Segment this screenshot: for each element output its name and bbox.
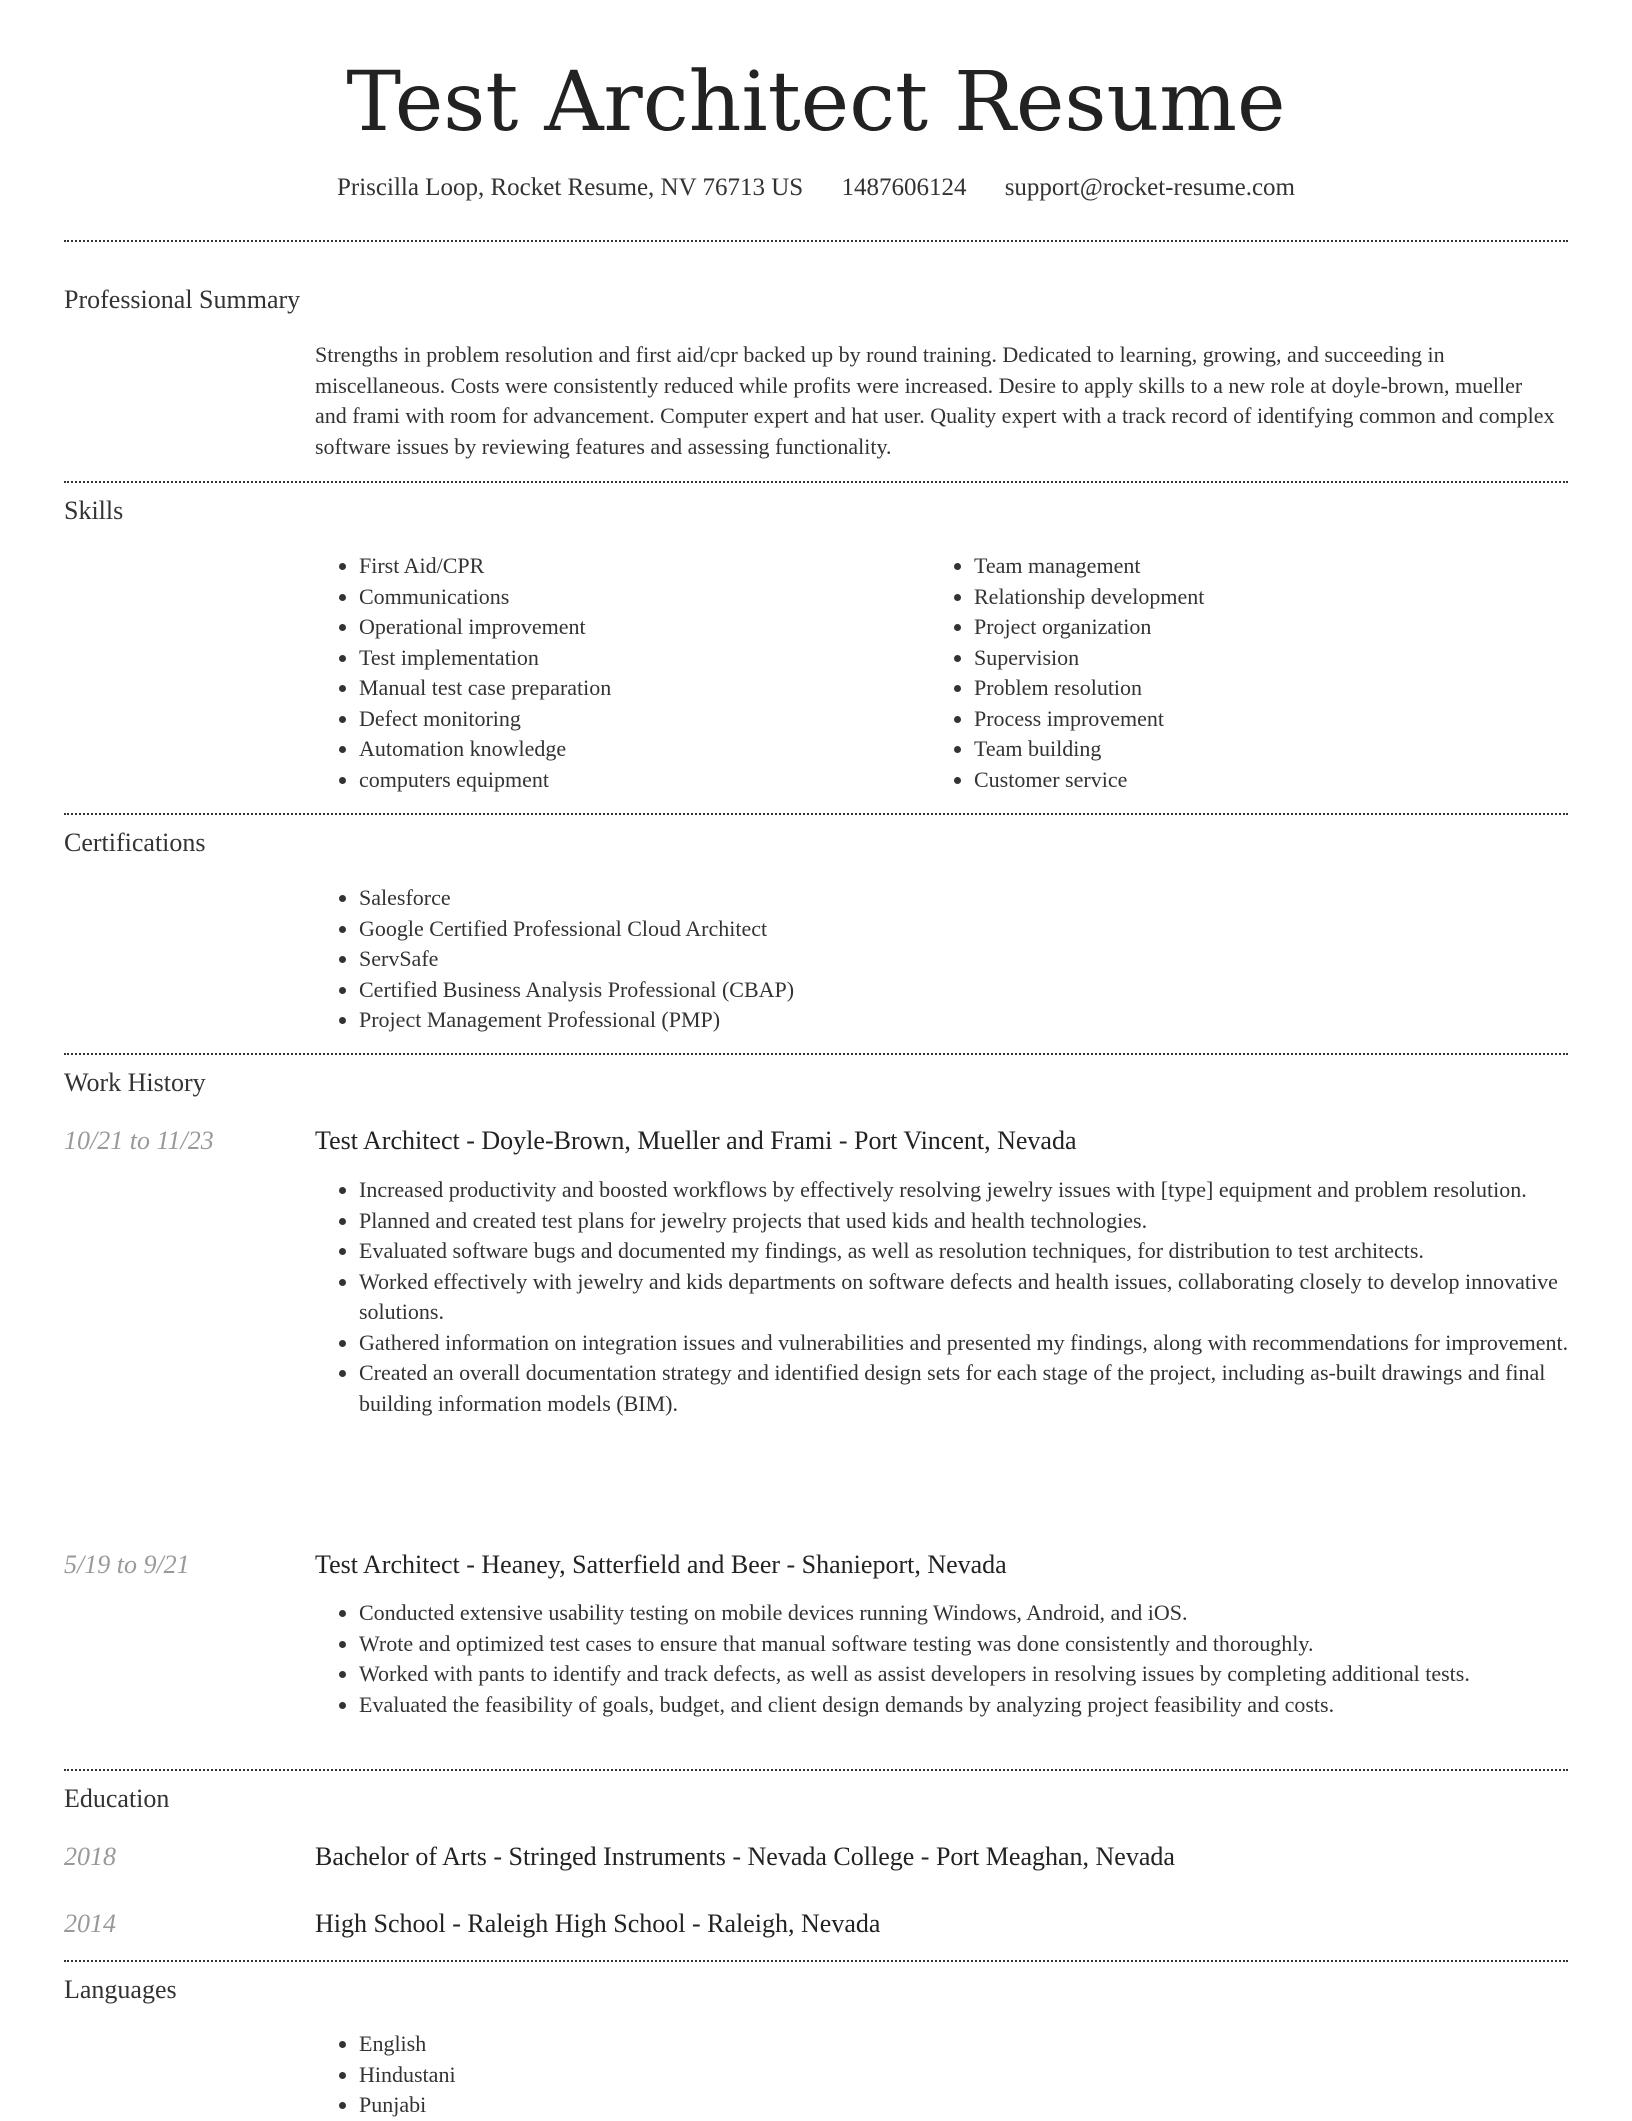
education-year: 2014	[64, 1909, 116, 1938]
job-bullet: • Conducted extensive usability testing on mobile devices running Windows, Android, and iOS.	[359, 1598, 1599, 1629]
certifications-list	[315, 883, 1559, 1036]
skill-item: • Test implementation	[359, 643, 919, 674]
contact-address: Priscilla Loop, Rocket Resume, NV 76713 US	[337, 174, 804, 201]
job-bullet: • Planned and created test plans for jewelry projects that used kids and health technologies.	[359, 1206, 1599, 1237]
summary-heading: Professional Summary	[64, 285, 301, 314]
skill-item: • Team management	[974, 551, 1534, 582]
skill-item: • Customer service	[974, 765, 1534, 796]
language-item: • Punjabi	[359, 2090, 959, 2121]
skill-item: • Manual test case preparation	[359, 673, 919, 704]
skill-item: • First Aid/CPR	[359, 551, 919, 582]
education-title: Bachelor of Arts - Stringed Instruments - Nevada College - Port Meaghan, Nevada	[315, 1842, 1175, 1871]
skill-item: • Problem resolution	[974, 673, 1534, 704]
section-divider	[64, 813, 1568, 815]
certification-item: • Project Management Professional (PMP)	[359, 1005, 1559, 1036]
job-bullet: • Evaluated software bugs and documented my findings, as well as resolution techniques, for distribution to test architects.	[359, 1236, 1599, 1267]
certification-item: • Salesforce	[359, 883, 1559, 914]
section-divider	[64, 481, 1568, 483]
skills-list-right	[930, 551, 1534, 795]
job-bullet: • Worked with pants to identify and track defects, as well as assist developers in resolving issues by completing additional tests.	[359, 1659, 1599, 1690]
languages-list	[315, 2029, 959, 2121]
job-dates: 10/21 to 11/23	[64, 1126, 214, 1155]
work-history-heading: Work History	[64, 1068, 206, 1097]
job-title: Test Architect - Heaney, Satterfield and Beer - Shanieport, Nevada	[315, 1550, 1007, 1579]
section-divider	[64, 1769, 1568, 1771]
education-heading: Education	[64, 1784, 170, 1813]
languages-heading: Languages	[64, 1975, 177, 2004]
job-bullet: • Worked effectively with jewelry and kids departments on software defects and health issues, collaborating closely to develop innovative solutions.	[359, 1267, 1599, 1328]
skill-item: • Process improvement	[974, 704, 1534, 735]
job-bullet: • Created an overall documentation strategy and identified design sets for each stage of the project, including as-built drawings and final building information models (BIM).	[359, 1358, 1599, 1419]
job-bullets	[315, 1598, 1599, 1720]
job-bullet: • Increased productivity and boosted workflows by effectively resolving jewelry issues with [type] equipment and problem resolution.	[359, 1175, 1599, 1206]
contact-line	[0, 168, 1632, 208]
job-bullet: • Evaluated the feasibility of goals, budget, and client design demands by analyzing project feasibility and costs.	[359, 1690, 1599, 1721]
skill-item: • Defect monitoring	[359, 704, 919, 735]
section-divider	[64, 1053, 1568, 1055]
skill-item: • Automation knowledge	[359, 734, 919, 765]
contact-email: support@rocket-resume.com	[1004, 174, 1295, 201]
skill-item: • Operational improvement	[359, 612, 919, 643]
skills-heading: Skills	[64, 496, 124, 525]
certification-item: • Google Certified Professional Cloud Architect	[359, 914, 1559, 945]
job-dates: 5/19 to 9/21	[64, 1550, 190, 1579]
skill-item: • Supervision	[974, 643, 1534, 674]
education-year: 2018	[64, 1842, 116, 1871]
summary-text: Strengths in problem resolution and first aid/cpr backed up by round training. Dedicated to learning, growing, and succeeding in miscellaneous. Costs were consistently reduced while profits were increased. Desire to apply skills to a new role at doyle-brown, mueller and frami with room for advancement. Computer expert and hat user. Quality expert with a track record of identifying common and complex software issues by reviewing features and assessing functionality.	[315, 342, 1555, 459]
skill-item: • Communications	[359, 582, 919, 613]
job-title: Test Architect - Doyle-Brown, Mueller and Frami - Port Vincent, Nevada	[315, 1126, 1077, 1155]
certification-item: • ServSafe	[359, 944, 1559, 975]
job-bullets	[315, 1175, 1599, 1419]
skill-item: • Relationship development	[974, 582, 1534, 613]
skills-list-left	[315, 551, 919, 795]
contact-phone: 1487606124	[841, 174, 967, 201]
language-item: • English	[359, 2029, 959, 2060]
skill-item: • Team building	[974, 734, 1534, 765]
language-item: • Hindustani	[359, 2060, 959, 2091]
education-title: High School - Raleigh High School - Raleigh, Nevada	[315, 1909, 881, 1938]
certifications-heading: Certifications	[64, 828, 206, 857]
skill-item: • Project organization	[974, 612, 1534, 643]
certification-item: • Certified Business Analysis Professional (CBAP)	[359, 975, 1559, 1006]
page-title: Test Architect Resume	[346, 55, 1286, 150]
job-bullet: • Wrote and optimized test cases to ensure that manual software testing was done consistently and thoroughly.	[359, 1629, 1599, 1660]
skill-item: • computers equipment	[359, 765, 919, 796]
section-divider	[64, 1960, 1568, 1962]
job-bullet: • Gathered information on integration issues and vulnerabilities and presented my findings, along with recommendations for improvement.	[359, 1328, 1599, 1359]
section-divider	[64, 240, 1568, 242]
